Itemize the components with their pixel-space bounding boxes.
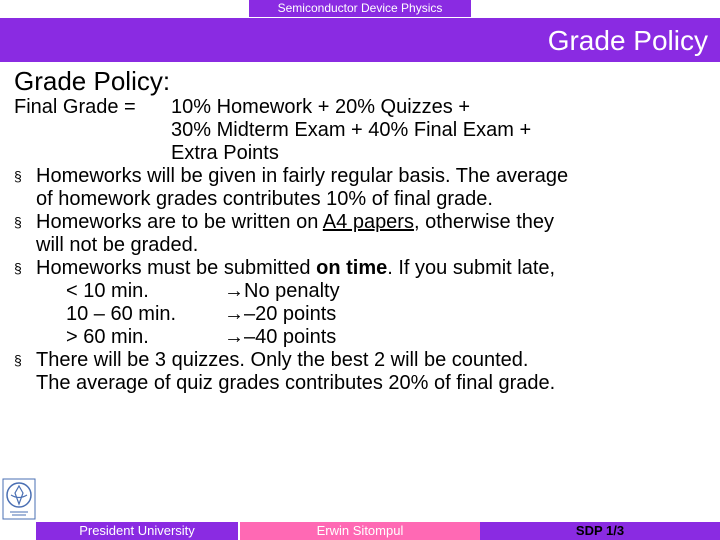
penalty-row bbox=[14, 280, 714, 303]
content-heading: Grade Policy: bbox=[14, 66, 171, 96]
formula-line-2: 30% Midterm Exam + 40% Final Exam + bbox=[171, 119, 532, 141]
on-time-emphasis: on time bbox=[316, 257, 388, 279]
university-logo-icon bbox=[2, 478, 36, 520]
course-label: Semiconductor Device Physics bbox=[248, 0, 472, 18]
bullet-text: will not be graded. bbox=[36, 234, 199, 256]
bullet-icon: § bbox=[14, 260, 22, 276]
penalty-condition: > 60 min. bbox=[66, 326, 149, 348]
bullet-text-part: . If you submit late, bbox=[387, 257, 556, 279]
bullet-text-part: Homeworks are to be written on bbox=[36, 211, 323, 233]
penalty-result: No penalty bbox=[244, 280, 340, 302]
bullet-text-part: Homeworks must be submitted bbox=[36, 257, 317, 279]
header-right-strip bbox=[472, 0, 720, 18]
penalty-table bbox=[14, 280, 714, 349]
formula-line-1: 10% Homework + 20% Quizzes + bbox=[171, 96, 471, 118]
penalty-row bbox=[14, 326, 714, 349]
bullet-text: Homeworks will be given in fairly regular basis. The average bbox=[36, 165, 569, 187]
bullet-icon: § bbox=[14, 168, 22, 184]
arrow-right-icon: → bbox=[224, 326, 244, 348]
bullet-text bbox=[36, 257, 714, 280]
grade-formula bbox=[14, 96, 714, 165]
list-item bbox=[14, 211, 714, 257]
bullet-icon: § bbox=[14, 214, 22, 230]
arrow-right-icon: → bbox=[224, 280, 244, 302]
penalty-condition: < 10 min. bbox=[66, 280, 149, 302]
footer-page-number: SDP 1/3 bbox=[480, 522, 720, 540]
footer-author: Erwin Sitompul bbox=[240, 522, 480, 540]
footer-university: President University bbox=[36, 522, 238, 540]
header-left-strip bbox=[0, 0, 248, 18]
formula-lhs: Final Grade = bbox=[14, 96, 136, 118]
list-item bbox=[14, 349, 714, 395]
a4-papers-emphasis: A4 papers bbox=[322, 211, 414, 233]
slide-title: Grade Policy bbox=[547, 25, 708, 56]
penalty-row bbox=[14, 303, 714, 326]
penalty-result: –40 points bbox=[244, 326, 337, 348]
penalty-condition: 10 – 60 min. bbox=[66, 303, 177, 325]
formula-rhs bbox=[171, 96, 531, 165]
arrow-right-icon: → bbox=[224, 303, 244, 325]
bullet-text: The average of quiz grades contributes 20% of final grade. bbox=[36, 372, 556, 394]
list-item bbox=[14, 257, 714, 280]
policy-list-continued bbox=[14, 349, 714, 395]
bullet-text bbox=[36, 211, 714, 234]
policy-list bbox=[14, 165, 714, 280]
formula-line-3: Extra Points bbox=[171, 142, 279, 164]
list-item bbox=[14, 165, 714, 211]
bullet-icon: § bbox=[14, 352, 22, 368]
bullet-text: of homework grades contributes 10% of final grade. bbox=[36, 188, 493, 210]
penalty-result: –20 points bbox=[244, 303, 337, 325]
bullet-text-part: , otherwise they bbox=[413, 211, 555, 233]
bullet-text: There will be 3 quizzes. Only the best 2 will be counted. bbox=[36, 349, 529, 371]
slide-content bbox=[14, 66, 714, 395]
